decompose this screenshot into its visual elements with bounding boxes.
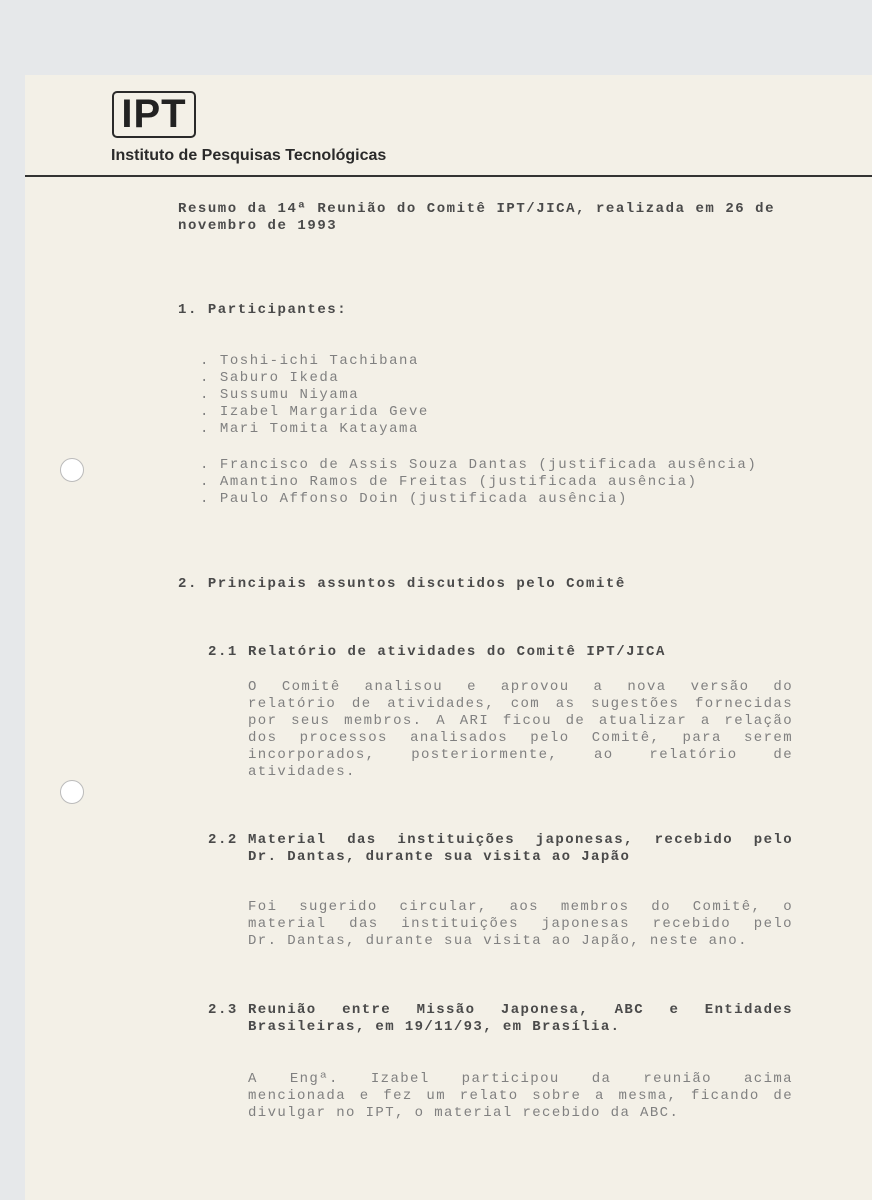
body-line: atividades.: [248, 764, 356, 780]
heading-line: Reunião entre Missão Japonesa, ABC e Entidades: [248, 1002, 793, 1018]
document-title-line1: Resumo da 14ª Reunião do Comitê IPT/JICA, realizada em 26 de: [178, 201, 776, 217]
participant: . Saburo Ikeda: [200, 370, 340, 386]
body-line: divulgar no IPT, o material recebido da ABC.: [248, 1105, 680, 1121]
header-divider: [25, 175, 872, 177]
section-2-3-body: [248, 1071, 793, 1122]
ipt-logo: IPT: [112, 91, 196, 138]
body-line: Dr. Dantas, durante sua visita ao Japão, neste ano.: [248, 933, 748, 949]
heading-line: Brasileiras, em 19/11/93, em Brasília.: [248, 1019, 621, 1035]
body-line: relatório de atividades, com as sugestões fornecidas: [248, 696, 793, 712]
section1-heading: 1. Participantes:: [178, 302, 348, 318]
body-line: dos processos analisados pelo Comitê, para serem: [248, 730, 793, 746]
punch-hole: [60, 458, 84, 482]
body-line: mencionada e fez um relato sobre a mesma, ficando de: [248, 1088, 793, 1104]
section-2-2-number: 2.2: [208, 832, 238, 848]
section-2-2-body: [248, 899, 793, 950]
participant: . Toshi-ichi Tachibana: [200, 353, 419, 369]
body-line: material das instituições japonesas recebido pelo: [248, 916, 793, 932]
participant: . Sussumu Niyama: [200, 387, 360, 403]
section-2-2-heading: [248, 832, 793, 866]
section-2-3-heading: [248, 1002, 793, 1036]
participant: . Mari Tomita Katayama: [200, 421, 419, 437]
document-title-line2: novembro de 1993: [178, 218, 338, 234]
participant: . Izabel Margarida Geve: [200, 404, 429, 420]
punch-hole: [60, 780, 84, 804]
institution-name: Instituto de Pesquisas Tecnológicas: [111, 147, 387, 164]
section-2-1-body: [248, 679, 793, 781]
body-line: A Engª. Izabel participou da reunião acima: [248, 1071, 793, 1087]
absent-participant: . Amantino Ramos de Freitas (justificada ausência): [200, 474, 698, 490]
heading-line: Dr. Dantas, durante sua visita ao Japão: [248, 849, 631, 865]
body-line: por seus membros. A ARI ficou de atualizar a relação: [248, 713, 793, 729]
section-2-3-number: 2.3: [208, 1002, 238, 1018]
body-line: Foi sugerido circular, aos membros do Comitê, o: [248, 899, 793, 915]
section-2-1-heading: Relatório de atividades do Comitê IPT/JICA: [248, 644, 666, 660]
body-line: O Comitê analisou e aprovou a nova versão do: [248, 679, 793, 695]
section-2-1-number: 2.1: [208, 644, 238, 660]
body-line: incorporados, posteriormente, ao relatório de: [248, 747, 793, 763]
section2-heading: 2. Principais assuntos discutidos pelo Comitê: [178, 576, 626, 592]
heading-line: Material das instituições japonesas, recebido pelo: [248, 832, 793, 848]
absent-participant: . Paulo Affonso Doin (justificada ausência): [200, 491, 628, 507]
absent-participant: . Francisco de Assis Souza Dantas (justificada ausência): [200, 457, 758, 473]
